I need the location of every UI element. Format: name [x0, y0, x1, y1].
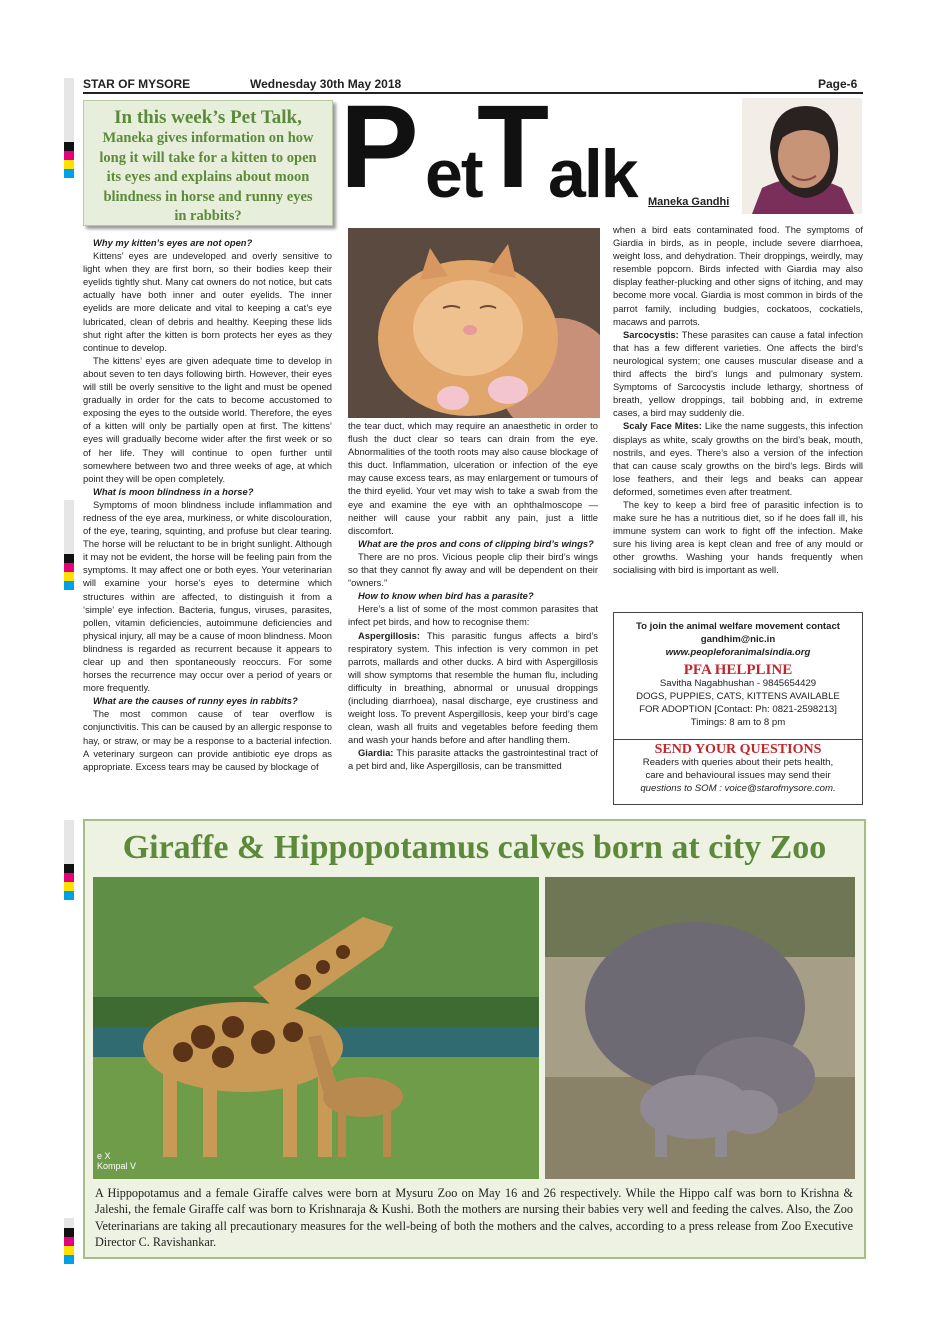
registration-mark-lower — [64, 820, 74, 900]
column-3 — [613, 223, 863, 577]
col1-para: Symptoms of moon blindness include inflammation and redness of the eye area, murkiness, or white discolouration, of the eye, tearing, squinting, and profuse but clear tearing. The horse will be reluctant to be in bright sunlight. Although it may not be evident, the horse will be feeling pain from the symptoms. It may affect one or both eyes. Your veterinarian will examine your horse’s eyes to determine which structures within are affected, to distinguish it from a ‘simple’ eye infection. Bacteria, fungus, viruses, parasites, pollen, vitamin deficiencies, autoimmune deficiencies and physical injury, all may be a cause of moon blindness. Moon blindness is regarded as recurrent because it appears to clear up and then spontaneously reoccurs. For some horses the recurrence may occur over a period of years or more frequently. — [83, 498, 332, 694]
questions-box — [613, 739, 863, 805]
questions-title: SEND YOUR QUESTIONS — [654, 742, 822, 757]
col2-para-aspergillosis: Aspergillosis: This parasitic fungus affects a bird’s respiratory system. This infection is very common in pet parrots, mallards and other ducks. A bird with Aspergillosis will show symptoms that resemble the human flu, including difficulty in breathing, abnormal or unusual droppings (including diarrhoea), nasal discharge, eye crustiness and weight loss. To prevent Aspergillosis, keep your bird’s cage clean, wash all fruits and vegetables before feeding them and wash your hands before and after handling them. — [348, 629, 598, 746]
helpline-title: PFA HELPLINE — [683, 662, 793, 678]
helpline-timings: Timings: 8 am to 8 pm — [690, 717, 786, 728]
col2-para: Here’s a list of some of the most common parasites that infect pet birds, and how to recognise them: — [348, 603, 598, 628]
col1-heading-kitten: Why my kitten’s eyes are not open? — [93, 237, 253, 248]
questions-text: questions to SOM : voice@starofmysore.com. — [640, 783, 836, 794]
zoo-caption: A Hippopotamus and a female Giraffe calves were born at Mysuru Zoo on May 16 and 26 respectively. While the Hippo calf was born to Krishna & Jaleshi, the female Giraffe calf was born to Krishnaraja & Kushi. Both the mothers are nursing their babies very well and feeding the calves. Also, the Zoo Veterinarians are taking all precautionary measures for the well-being of both the mothers and the calves, according to a press release from Zoo Executive Director C. Ravishankar. — [95, 1186, 853, 1250]
contact-website[interactable]: www.peopleforanimalsindia.org — [665, 647, 811, 658]
questions-text: care and behavioural issues may send their — [645, 770, 831, 781]
col2-heading-wings: What are the pros and cons of clipping bird’s wings? — [358, 537, 594, 549]
giraffe-photo — [93, 877, 539, 1179]
col3-para-mites: Scaly Face Mites: Like the name suggests, this infection displays as white, scaly growths on the bird’s beak, mouth, nostrils, and eyes. There’s also a version of the infection that can cause scaly growths on the bird’s legs. Birds will lose feathers, and their legs and beaks can appear deformed, sometimes even after treatment. — [613, 420, 863, 497]
zoo-story — [83, 819, 866, 1259]
intro-title: In this week’s Pet Talk, — [114, 107, 302, 128]
registration-mark-middle — [64, 500, 74, 590]
questions-text: Readers with queries about their pets health, — [642, 757, 834, 768]
col3-para-sarcocystis: Sarcocystis: These parasites can cause a fatal infection that has a few different varieties. One affects the bird’s neurological system; one causes muscular disease and a third affects the bird’s lungs and pulmonary system. Symptoms of Sarcocystis include lethargy, shortness of breath, yellow droppings, tail bobbing and, in extreme cases, a bird may suddenly die. — [613, 328, 863, 419]
zoo-headline: Giraffe & Hippopotamus calves born at city Zoo — [122, 829, 827, 866]
column-2 — [348, 419, 598, 773]
masthead-t: T — [477, 81, 550, 213]
term-scaly-face-mites: Scaly Face Mites: — [623, 420, 702, 432]
col1-heading-horse: What is moon blindness in a horse? — [93, 485, 254, 497]
issue-date: Wednesday 30th May 2018 — [250, 77, 402, 91]
column-1 — [83, 236, 332, 773]
term-aspergillosis: Aspergillosis: — [358, 629, 420, 641]
page-number: Page-6 — [818, 77, 858, 91]
term-giardia: Giardia: — [358, 747, 394, 759]
intro-box — [83, 100, 333, 226]
contact-email[interactable]: gandhim@nic.in — [700, 634, 776, 645]
registration-mark-top — [64, 78, 74, 178]
registration-mark-bottom — [64, 1218, 74, 1264]
col1-para: Kittens’ eyes are undeveloped and overly sensitive to light when they are first born, so their bodies keep their eyelids tightly shut. Many cat owners do not notice, but cats actually have both inner and outer eyelids. The inner eyelids are more delicate and vital to keeping a cat’s eye lubricated, clean of debris and healthy. Keeping these lids shut right after the kitten is born protects her eyes as they continue to develop. — [83, 250, 332, 353]
photo-credit: e X Kompal V — [97, 1151, 137, 1171]
paper-name: STAR OF MYSORE — [83, 77, 191, 91]
intro-text: Maneka gives information on how long it will take for a kitten to open its eyes and explains about moon blindness in horse and runny eyes in rabbits? — [99, 130, 317, 224]
helpline-adoption: DOGS, PUPPIES, CATS, KITTENS AVAILABLE — [636, 691, 840, 702]
contact-line: To join the animal welfare movement contact — [636, 621, 840, 632]
col3-para: when a bird eats contaminated food. The symptoms of Giardia in birds, as in people, include severe diarrhoea, weight loss, and dehydration. Their droppings, weirdly, may resemble popcorn. Birds infected with Giardia may also display feather-plucking and other signs of itching, and may become more vocal. Giardia is most common in birds of the parrot family, including budgies, cockatoos, cockatiels, macaws and parrots. — [613, 224, 863, 327]
col2-para-giardia: Giardia: This parasite attacks the gastrointestinal tract of a pet bird and, like Aspergillosis, can be transmitted — [348, 747, 598, 772]
col1-heading-rabbit: What are the causes of runny eyes in rabbits? — [93, 695, 298, 707]
author-name: Maneka Gandhi — [648, 196, 730, 208]
hippo-photo — [545, 877, 855, 1179]
col1-para: The most common cause of tear overflow is conjunctivitis. This can be caused by an allergic response to hay, or straw, or may be a response to a bacterial infection. A veterinary surgeon can provide antibiotic eye drops as appropriate. Excess tears may be caused by blockage of — [83, 708, 332, 772]
col1-para: The kittens’ eyes are given adequate time to develop in about seven to ten days following birth. However, their eyes will still be overly sensitive to the light and must be opened gradually in order for the cats to become accustomed to exposing the eyes to the outside world. Therefore, the eyes of a kitten will only be partially open at first. The kittens’ eyes will gradually become wider after the first week or so of her life. They will continue to open further until somewhere between two and three weeks of age, at which point they will be open completely. — [83, 354, 332, 484]
header-rule — [83, 92, 863, 94]
helpline-contact: Savitha Nagabhushan - 9845654429 — [659, 678, 817, 689]
masthead-et: et — [425, 136, 482, 212]
term-sarcocystis: Sarcocystis: — [623, 328, 679, 340]
col2-para: There are no pros. Vicious people clip their bird’s wings so that they cannot fly away and will be dependent on their “owners.” — [348, 550, 598, 589]
col2-para: the tear duct, which may require an anaesthetic in order to flush the duct clear so tears can drain from the eye. Abnormalities of the tooth roots may also cause blockage of this duct. Inflammation, ulceration or infection of the eye may cause excess tears, as may enlargement or tumours of the third eyelid. Your vet may wish to take a swab from the eye and examine the eye with an ophthalmoscope — neither will cause your rabbit any pain, just a little discomfort. — [348, 420, 598, 536]
author-photo — [742, 98, 862, 214]
kitten-photo — [348, 228, 600, 418]
helpline-adoption-phone: FOR ADOPTION [Contact: Ph: 0821-2598213] — [639, 704, 837, 715]
helpline-box — [613, 612, 863, 740]
col3-para: The key to keep a bird free of parasitic infection is to make sure he has a nutritious diet, so if he does fall ill, his immune system can work to fight off the infection. Make sure his living area is kept clean and free of any mould or other growths. Washing your hands frequently when socialising with bird is important as well. — [613, 498, 863, 576]
col2-heading-parasite: How to know when bird has a parasite? — [358, 590, 534, 602]
masthead-p: P — [340, 81, 419, 213]
masthead-alk: alk — [548, 136, 637, 212]
